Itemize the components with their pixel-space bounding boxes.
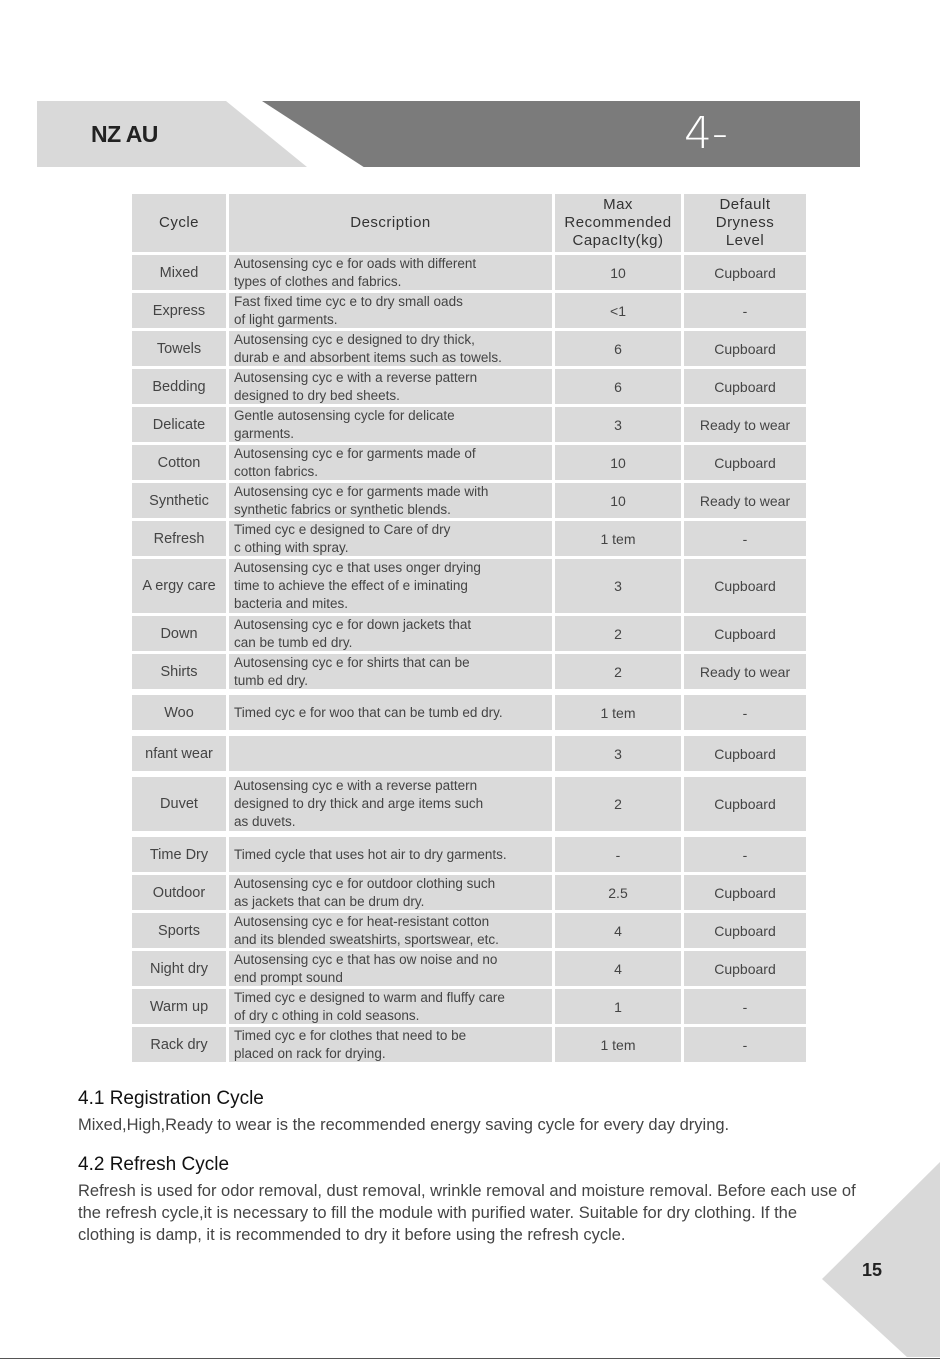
row-cycle: Bedding [132, 369, 226, 404]
row-capacity: 6 [555, 331, 681, 366]
row-cycle: Warm up [132, 989, 226, 1024]
header-chapter-bar [262, 101, 860, 167]
row-dryness: Cupboard [684, 736, 806, 771]
section-title: 4.2 Refresh Cycle [78, 1154, 230, 1175]
row-capacity: 4 [555, 951, 681, 986]
row-description: Autosensing cyc e that has ow noise and no end prompt sound [229, 951, 552, 986]
section-body: Refresh is used for odor removal, dust removal, wrinkle removal and moisture removal. Before each use of the refresh cycle,it is necessary to fill the module with purified water. Suitable for dry clothing. If the clothing is damp, it is recommended to dry it before using the refresh cycle. [78, 1182, 856, 1244]
row-description: Autosensing cyc e that uses onger drying time to achieve the effect of e iminating bacteria and mites. [229, 559, 552, 613]
row-description: Autosensing cyc e for shirts that can be tumb ed dry. [229, 654, 552, 689]
row-dryness: Cupboard [684, 331, 806, 366]
row-description: Timed cycle that uses hot air to dry garments. [229, 837, 552, 872]
row-description: Timed cyc e for woo that can be tumb ed dry. [229, 695, 552, 730]
row-cycle: Woo [132, 695, 226, 730]
row-dryness: Cupboard [684, 559, 806, 613]
row-cycle: Time Dry [132, 837, 226, 872]
row-dryness: - [684, 293, 806, 328]
row-capacity: 1 tem [555, 1027, 681, 1062]
row-cycle: Rack dry [132, 1027, 226, 1062]
row-cycle: Synthetic [132, 483, 226, 518]
cycle-table [132, 194, 806, 1062]
row-capacity: 10 [555, 483, 681, 518]
row-capacity: 3 [555, 559, 681, 613]
row-cycle: Towels [132, 331, 226, 366]
row-dryness: Cupboard [684, 875, 806, 910]
row-description: Fast fixed time cyc e to dry small oads of light garments. [229, 293, 552, 328]
row-dryness: Cupboard [684, 369, 806, 404]
row-cycle: Refresh [132, 521, 226, 556]
row-dryness: - [684, 837, 806, 872]
header-region-tab [37, 101, 307, 167]
row-dryness: Ready to wear [684, 654, 806, 689]
row-capacity: 10 [555, 445, 681, 480]
header-dryness: Default Dryness Level [684, 194, 806, 252]
row-description: Autosensing cyc e for heat-resistant cotton and its blended sweatshirts, sportswear, etc. [229, 913, 552, 948]
row-description: Autosensing cyc e for garments made with synthetic fabrics or synthetic blends. [229, 483, 552, 518]
row-description: Autosensing cyc e for outdoor clothing such as jackets that can be drum dry. [229, 875, 552, 910]
row-cycle: Mixed [132, 255, 226, 290]
section-refresh [78, 1154, 858, 1246]
row-capacity: 2 [555, 654, 681, 689]
row-capacity: 2 [555, 777, 681, 831]
section-body: Mixed,High,Ready to wear is the recommended energy saving cycle for every day drying. [78, 1116, 730, 1134]
header-capacity: Max Recommended CapacIty(kg) [555, 194, 681, 252]
row-description: Autosensing cyc e with a reverse pattern designed to dry bed sheets. [229, 369, 552, 404]
row-cycle: Outdoor [132, 875, 226, 910]
row-cycle: A ergy care [132, 559, 226, 613]
row-dryness: Cupboard [684, 616, 806, 651]
row-capacity: 1 tem [555, 521, 681, 556]
row-dryness: Ready to wear [684, 407, 806, 442]
region-label: NZ AU [91, 121, 158, 147]
row-dryness: Cupboard [684, 951, 806, 986]
chapter-number: 4- [684, 108, 728, 159]
row-capacity: - [555, 837, 681, 872]
row-dryness: Cupboard [684, 777, 806, 831]
row-dryness: Cupboard [684, 445, 806, 480]
page-number: 15 [862, 1260, 883, 1280]
row-capacity: 6 [555, 369, 681, 404]
row-description: Autosensing cyc e for oads with different types of clothes and fabrics. [229, 255, 552, 290]
row-description [229, 736, 552, 771]
row-capacity: 2.5 [555, 875, 681, 910]
section-title: 4.1 Registration Cycle [78, 1088, 264, 1109]
row-cycle: Duvet [132, 777, 226, 831]
row-cycle: Sports [132, 913, 226, 948]
row-dryness: Ready to wear [684, 483, 806, 518]
row-capacity: <1 [555, 293, 681, 328]
row-capacity: 1 [555, 989, 681, 1024]
row-cycle: Delicate [132, 407, 226, 442]
row-cycle: Cotton [132, 445, 226, 480]
bottom-rule [0, 1358, 940, 1359]
row-capacity: 3 [555, 407, 681, 442]
row-dryness: - [684, 521, 806, 556]
row-description: Autosensing cyc e for garments made of cotton fabrics. [229, 445, 552, 480]
row-dryness: Cupboard [684, 913, 806, 948]
section-registration [78, 1088, 858, 1136]
row-capacity: 3 [555, 736, 681, 771]
row-dryness: Cupboard [684, 255, 806, 290]
header-description: Description [229, 194, 552, 252]
row-description: Timed cyc e designed to Care of dry c othing with spray. [229, 521, 552, 556]
row-capacity: 4 [555, 913, 681, 948]
row-description: Timed cyc e designed to warm and fluffy care of dry c othing in cold seasons. [229, 989, 552, 1024]
row-cycle: Shirts [132, 654, 226, 689]
row-dryness: - [684, 989, 806, 1024]
row-dryness: - [684, 1027, 806, 1062]
row-description: Autosensing cyc e with a reverse pattern designed to dry thick and arge items such as duvets. [229, 777, 552, 831]
header-cycle: Cycle [132, 194, 226, 252]
row-cycle: nfant wear [132, 736, 226, 771]
row-description: Autosensing cyc e for down jackets that can be tumb ed dry. [229, 616, 552, 651]
row-cycle: Express [132, 293, 226, 328]
row-description: Autosensing cyc e designed to dry thick, durab e and absorbent items such as towels. [229, 331, 552, 366]
row-capacity: 10 [555, 255, 681, 290]
row-cycle: Night dry [132, 951, 226, 986]
row-dryness: - [684, 695, 806, 730]
row-capacity: 2 [555, 616, 681, 651]
row-description: Timed cyc e for clothes that need to be placed on rack for drying. [229, 1027, 552, 1062]
row-cycle: Down [132, 616, 226, 651]
row-description: Gentle autosensing cycle for delicate garments. [229, 407, 552, 442]
row-capacity: 1 tem [555, 695, 681, 730]
